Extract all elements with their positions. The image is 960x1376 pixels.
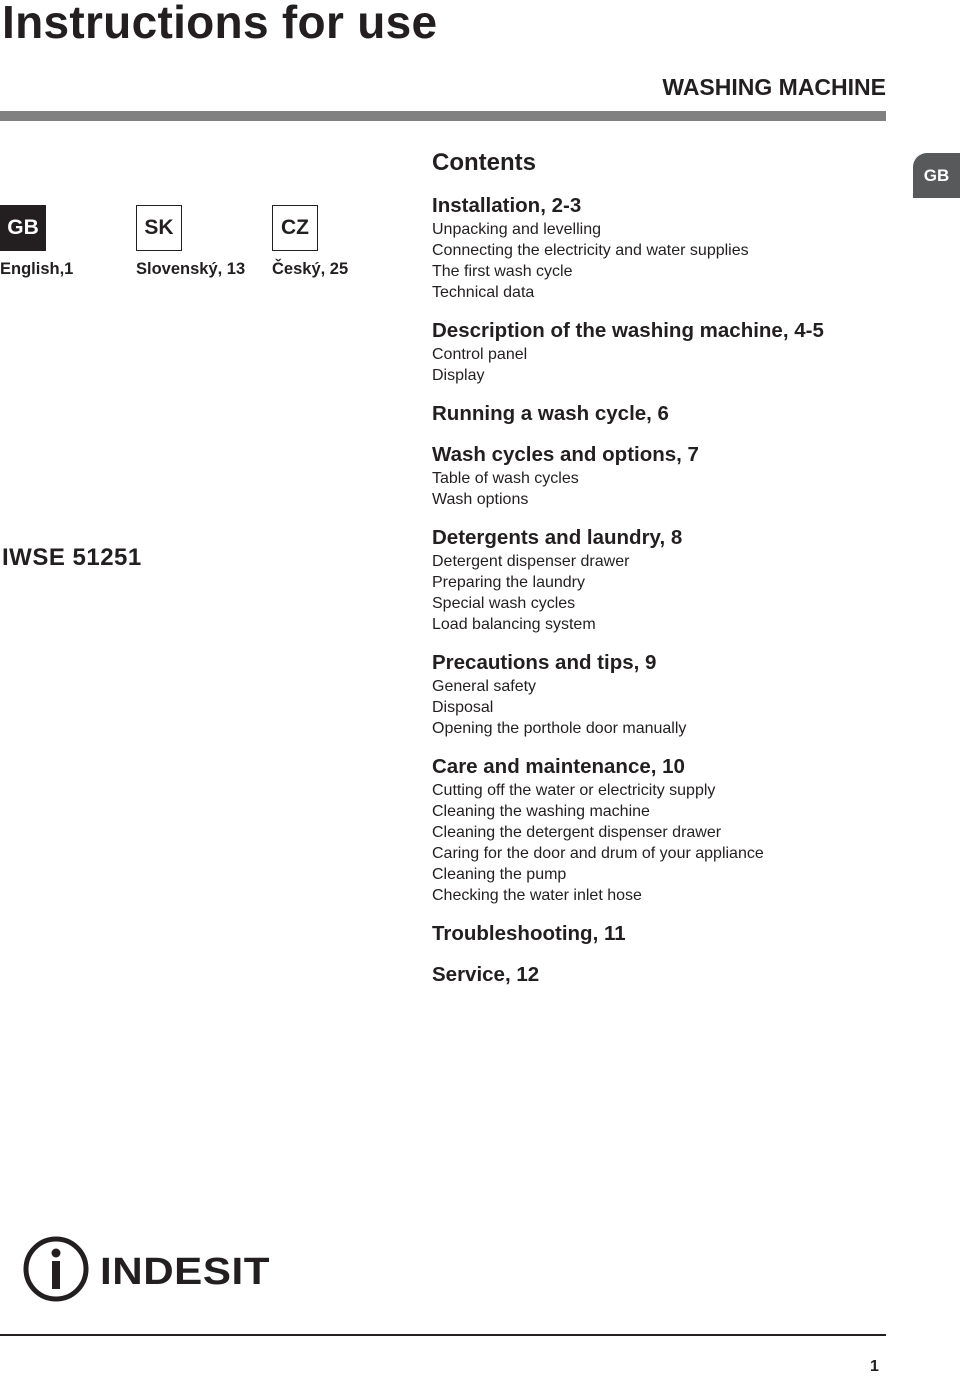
toc-item[interactable]: Detergent dispenser drawer xyxy=(432,553,630,570)
language-cz[interactable] xyxy=(272,205,402,279)
toc-section xyxy=(432,754,902,906)
document-title: Instructions for use xyxy=(2,0,438,48)
toc-section xyxy=(432,921,902,947)
language-code: SK xyxy=(144,216,174,239)
page-number: 1 xyxy=(870,1358,879,1375)
toc-section xyxy=(432,401,902,427)
model-number: IWSE 51251 xyxy=(2,544,142,571)
toc-item[interactable]: Cleaning the detergent dispenser drawer xyxy=(432,824,722,841)
toc-heading[interactable]: Detergents and laundry, 8 xyxy=(432,526,683,549)
toc-item[interactable]: Preparing the laundry xyxy=(432,574,585,591)
toc-heading[interactable]: Precautions and tips, 9 xyxy=(432,651,657,674)
toc-heading[interactable]: Installation, 2-3 xyxy=(432,194,582,217)
table-of-contents xyxy=(432,193,902,1003)
toc-item[interactable]: Display xyxy=(432,367,485,384)
brand-name: INDESIT xyxy=(100,1251,270,1293)
contents-title: Contents xyxy=(432,149,536,176)
toc-heading[interactable]: Running a wash cycle, 6 xyxy=(432,402,669,425)
toc-section xyxy=(432,525,902,635)
language-label: Slovenský, 13 xyxy=(136,260,246,278)
toc-item[interactable]: Cutting off the water or electricity supply xyxy=(432,782,716,799)
language-code: CZ xyxy=(281,216,309,239)
toc-item[interactable]: Technical data xyxy=(432,284,535,301)
document-subtitle: WASHING MACHINE xyxy=(662,74,886,100)
language-code-box xyxy=(0,205,46,251)
toc-item[interactable]: Checking the water inlet hose xyxy=(432,887,642,904)
side-tab-label: GB xyxy=(923,165,950,185)
toc-item[interactable]: The first wash cycle xyxy=(432,263,573,280)
toc-heading[interactable]: Service, 12 xyxy=(432,963,540,986)
toc-item[interactable]: Caring for the door and drum of your appliance xyxy=(432,845,764,862)
toc-section xyxy=(432,193,902,303)
language-label: Český, 25 xyxy=(272,260,349,278)
toc-heading[interactable]: Wash cycles and options, 7 xyxy=(432,443,699,466)
toc-item[interactable]: Opening the porthole door manually xyxy=(432,720,687,737)
toc-item[interactable]: General safety xyxy=(432,678,537,695)
toc-section xyxy=(432,650,902,739)
language-label: English,1 xyxy=(0,260,74,278)
language-code: GB xyxy=(7,216,39,239)
language-gb[interactable] xyxy=(0,205,130,279)
header-divider xyxy=(0,111,886,121)
toc-section xyxy=(432,442,902,510)
toc-item[interactable]: Load balancing system xyxy=(432,616,596,633)
toc-heading[interactable]: Care and maintenance, 10 xyxy=(432,755,685,778)
footer-divider xyxy=(0,1334,886,1336)
toc-item[interactable]: Disposal xyxy=(432,699,494,716)
toc-item[interactable]: Wash options xyxy=(432,491,529,508)
toc-item[interactable]: Connecting the electricity and water supplies xyxy=(432,242,749,259)
toc-item[interactable]: Cleaning the washing machine xyxy=(432,803,650,820)
toc-section xyxy=(432,318,902,386)
toc-heading[interactable]: Troubleshooting, 11 xyxy=(432,922,626,945)
toc-item[interactable]: Cleaning the pump xyxy=(432,866,567,883)
toc-item[interactable]: Control panel xyxy=(432,346,528,363)
language-side-tab xyxy=(913,153,960,198)
toc-item[interactable]: Table of wash cycles xyxy=(432,470,579,487)
indesit-logo-icon xyxy=(26,1239,86,1299)
language-sk[interactable] xyxy=(136,205,266,279)
toc-section xyxy=(432,962,902,988)
toc-item[interactable]: Special wash cycles xyxy=(432,595,576,612)
language-code-box xyxy=(272,205,318,251)
language-code-box xyxy=(136,205,182,251)
indesit-logo xyxy=(22,1233,272,1305)
toc-item[interactable]: Unpacking and levelling xyxy=(432,221,601,238)
toc-heading[interactable]: Description of the washing machine, 4-5 xyxy=(432,319,824,342)
